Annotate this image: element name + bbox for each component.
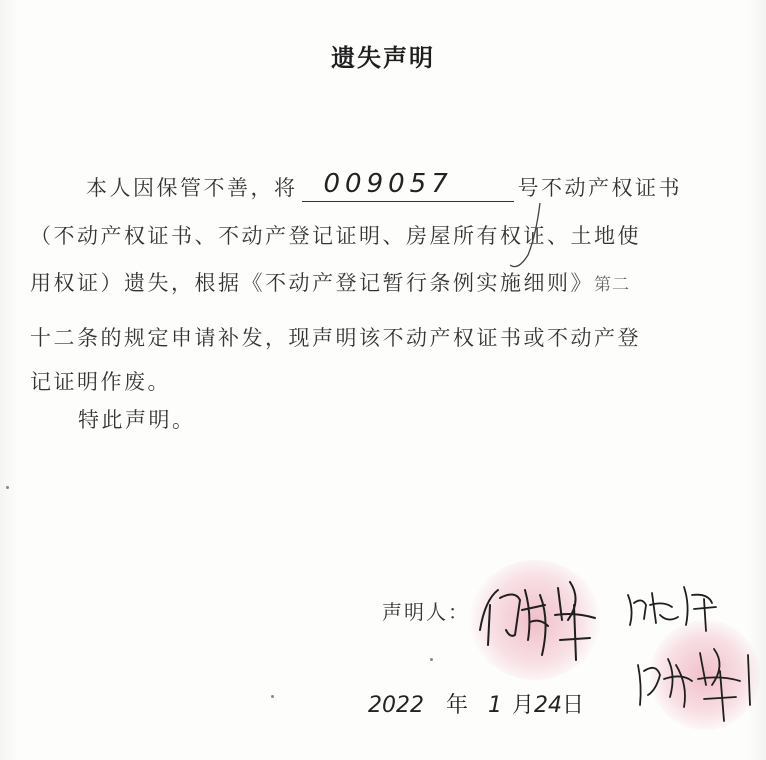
date-day-unit: 日 [562, 693, 585, 718]
certificate-number: 009057 [323, 169, 453, 199]
body-line-5: 记证明作废。 [30, 370, 171, 394]
line3-tail: 第二 [594, 275, 630, 295]
document-title: 遗失声明 [331, 44, 435, 72]
closing-text: 特此声明。 [78, 408, 196, 432]
scan-speck [430, 658, 433, 661]
line1-suffix: 号不动产权证书 [517, 176, 682, 200]
date-month-unit: 月 [512, 693, 535, 718]
certificate-number-blank [302, 169, 514, 202]
line1-prefix: 本人因保管不善，将 [86, 176, 298, 200]
body-line-2: （不动产权证书、不动产登记证明、房屋所有权证、土地使 [30, 224, 641, 248]
date-year: 2022 [368, 693, 424, 718]
scan-speck [271, 695, 274, 698]
line3-text: 用权证）遗失，根据《不动产登记暂行条例实施细则》 [30, 271, 594, 295]
date-line [368, 688, 584, 719]
scan-speck [6, 486, 9, 489]
fingerprint-stamp [470, 560, 600, 680]
body-line-3 [30, 267, 750, 297]
body-line-1 [86, 169, 766, 202]
date-month: 1 [488, 693, 503, 718]
declarant-label: 声明人： [382, 600, 470, 624]
date-day: 24 [534, 693, 563, 718]
date-year-unit: 年 [446, 693, 469, 718]
fingerprint-stamp [650, 620, 760, 730]
body-line-4: 十二条的规定申请补发，现声明该不动产权证书或不动产登 [30, 326, 641, 350]
